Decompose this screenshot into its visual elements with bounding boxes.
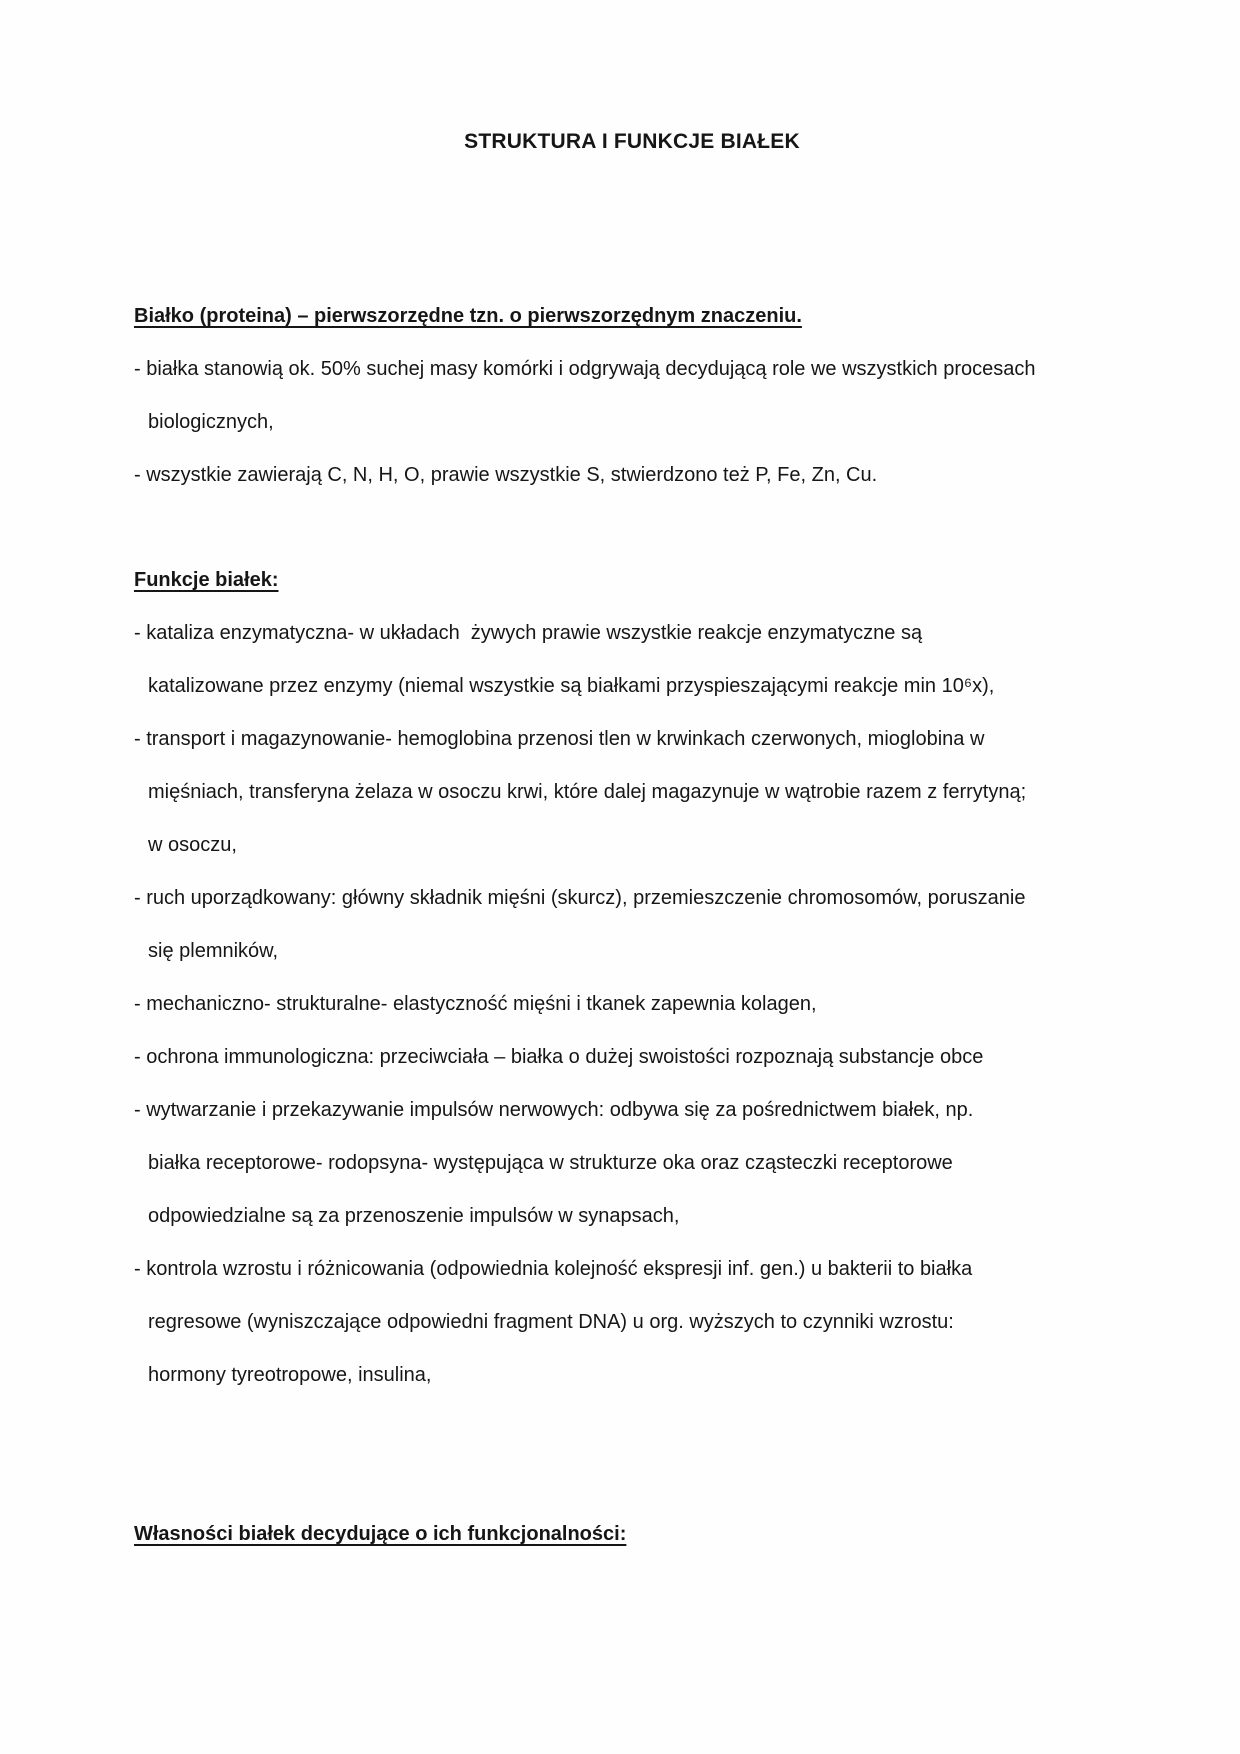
text-line: - ochrona immunologiczna: przeciwciała – białka o dużej swoistości rozpoznają substancje obce (134, 1046, 984, 1068)
text-line: mięśniach, transferyna żelaza w osoczu krwi, które dalej magazynuje w wątrobie razem z ferrytyną; (148, 781, 1027, 803)
text-line: białka receptorowe- rodopsyna- występująca w strukturze oka oraz cząsteczki receptorowe (148, 1152, 953, 1174)
text-line: - wytwarzanie i przekazywanie impulsów nerwowych: odbywa się za pośrednictwem białek, np. (134, 1099, 974, 1121)
text-line: - kataliza enzymatyczna- w układach żywych prawie wszystkie reakcje enzymatyczne są (134, 622, 923, 644)
text-line: w osoczu, (148, 834, 237, 856)
text-line: - wszystkie zawierają C, N, H, O, prawie wszystkie S, stwierdzono też P, Fe, Zn, Cu. (134, 464, 878, 486)
document-title: STRUKTURA I FUNKCJE BIAŁEK (464, 130, 800, 153)
text-line: - białka stanowią ok. 50% suchej masy komórki i odgrywają decydującą role we wszystkich procesach (134, 358, 1036, 380)
text-line: regresowe (wyniszczające odpowiedni fragment DNA) u org. wyższych to czynniki wzrostu: (148, 1311, 954, 1333)
text-line: biologicznych, (148, 411, 274, 433)
text-line: - kontrola wzrostu i różnicowania (odpowiednia kolejność ekspresji inf. gen.) u bakterii to białka (134, 1258, 973, 1280)
text-line: - transport i magazynowanie- hemoglobina przenosi tlen w krwinkach czerwonych, mioglobina w (134, 728, 985, 750)
text-line: odpowiedzialne są za przenoszenie impulsów w synapsach, (148, 1205, 680, 1227)
properties-heading: Własności białek decydujące o ich funkcjonalności: (134, 1523, 627, 1545)
text-line: hormony tyreotropowe, insulina, (148, 1364, 432, 1386)
text-line: - ruch uporządkowany: główny składnik mięśni (skurcz), przemieszczenie chromosomów, poruszanie (134, 887, 1026, 909)
functions-heading: Funkcje białek: (134, 569, 279, 591)
intro-heading: Białko (proteina) – pierwszorzędne tzn. o pierwszorzędnym znaczeniu. (134, 305, 802, 327)
text-line: katalizowane przez enzymy (niemal wszystkie są białkami przyspieszającymi reakcje min 10⁶x), (148, 675, 995, 697)
text-line: się plemników, (148, 940, 279, 962)
text-line: - mechaniczno- strukturalne- elastyczność mięśni i tkanek zapewnia kolagen, (134, 993, 817, 1015)
